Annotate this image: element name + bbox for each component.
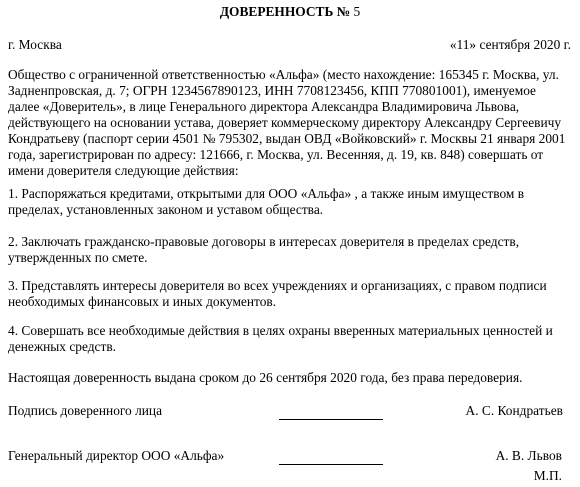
director-signature-line [279, 464, 383, 465]
trustee-signature-line [279, 419, 383, 420]
preamble-paragraph: Общество с ограниченной ответственностью «Альфа» (место нахождение: 165345 г. Москва, ул. Задненпровская, д. 7; ОГРН 1234567890123, ИНН 7708123456, КПП 770801001), именуемое далее «Доверитель», в лице Генерального директора Александра Владимировича Львова, действующего на основании устава, доверяет коммерческому директору Александру Сергеевичу Кондратьеву (паспорт серии 4501 № 795302, выдан ОВД «Войковский» г. Москвы 21 января 2001 года, зарегистрирован по адресу: 121666, г. Москва, ул. Весенняя, д. 19, кв. 848) совершать от имени доверителя следующие действия: [8, 67, 566, 178]
trustee-signature-label: Подпись доверенного лица [8, 403, 163, 418]
document-title-text: ДОВЕРЕННОСТЬ № [219, 4, 351, 19]
validity-paragraph: Настоящая доверенность выдана сроком до 26 сентября 2020 года, без права передоверия. [8, 370, 523, 385]
document-title [0, 4, 580, 20]
list-item-3: 3. Представлять интересы доверителя во всех учреждениях и организациях, с правом подписи необходимых финансовых и иных документов. [8, 278, 547, 309]
list-item-1: 1. Распоряжаться кредитами, открытыми для ООО «Альфа» , а также иным имуществом в пределах, установленных законом и уставом общества. [8, 186, 525, 217]
director-name: А. В. Львов [495, 448, 562, 463]
document-number: 5 [353, 4, 361, 19]
director-signature-label: Генеральный директор ООО «Альфа» [8, 448, 225, 463]
trustee-name: А. С. Кондратьев [465, 403, 563, 418]
city: г. Москва [8, 37, 62, 52]
list-item-2: 2. Заключать гражданско-правовые договоры в интересах доверителя в пределах средств, утвержденных по смете. [8, 234, 520, 265]
list-item-4: 4. Совершать все необходимые действия в целях охраны вверенных материальных ценностей и денежных средств. [8, 323, 553, 354]
seal-placeholder: М.П. [533, 468, 562, 483]
document-date: «11» сентября 2020 г. [449, 37, 571, 52]
